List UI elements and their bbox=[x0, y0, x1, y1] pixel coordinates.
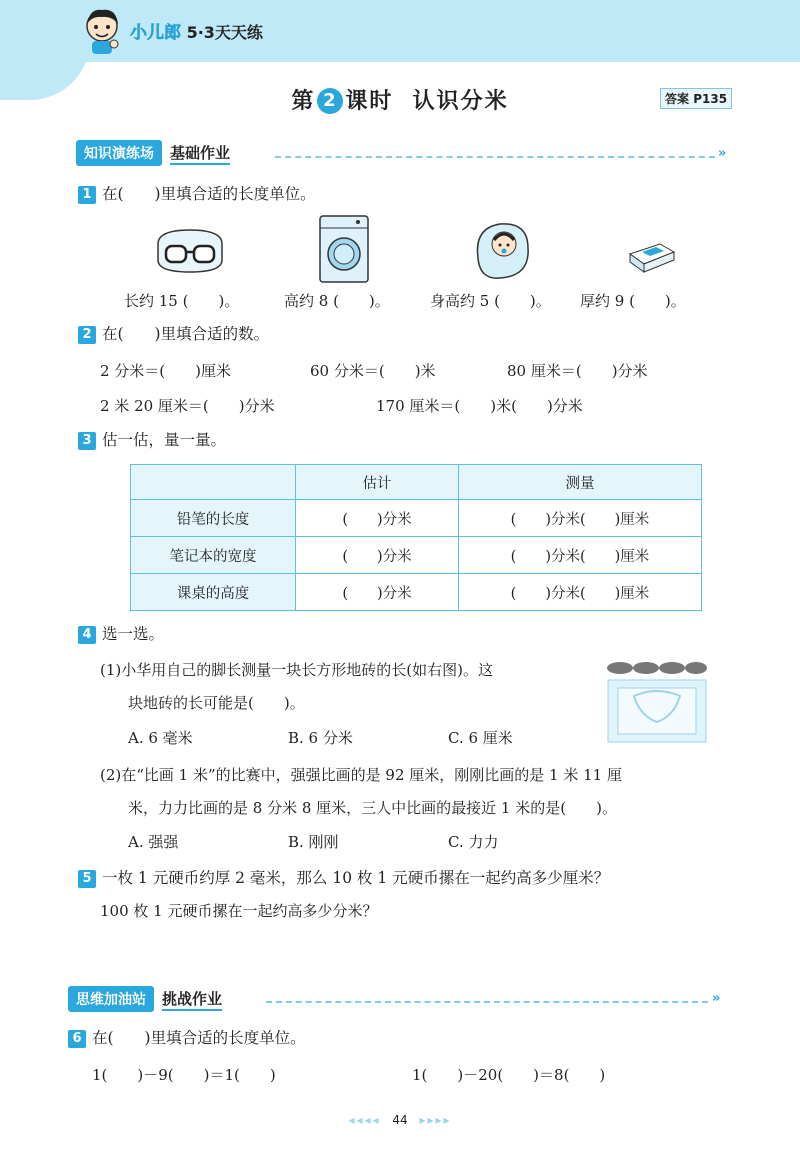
question-number: 5 bbox=[78, 870, 96, 888]
table-header-cell bbox=[131, 465, 296, 500]
table-cell: 课桌的高度 bbox=[131, 574, 296, 611]
page-number bbox=[0, 1113, 800, 1127]
glasses-case-icon bbox=[152, 222, 228, 278]
title-suffix: 课时 认识分米 bbox=[345, 89, 509, 114]
q4-part2-line2: 米，力力比画的是 8 分米 8 厘米，三人中比画的最接近 1 米的是( )。 bbox=[128, 799, 617, 817]
answer-page: P135 bbox=[693, 92, 728, 106]
page-number-value: 44 bbox=[392, 1113, 408, 1127]
question-4 bbox=[78, 622, 164, 644]
q2-item: 2 米 20 厘米＝( )分米 bbox=[100, 397, 275, 415]
question-prompt: 选一选。 bbox=[102, 625, 165, 643]
question-line: 100 枚 1 元硬币摞在一起约高多少分米？ bbox=[100, 902, 378, 920]
question-prompt: 估一估，量一量。 bbox=[102, 431, 227, 449]
question-number: 3 bbox=[78, 432, 96, 450]
table-row bbox=[131, 537, 702, 574]
eraser-icon bbox=[626, 238, 678, 274]
question-prompt: 在( )里填合适的长度单位。 bbox=[102, 185, 316, 203]
q1-item: 高约 8 ( )。 bbox=[284, 292, 390, 310]
table-cell: ( )分米 bbox=[296, 537, 459, 574]
option: A. 强强 bbox=[128, 833, 179, 851]
q2-item: 2 分米＝( )厘米 bbox=[100, 362, 232, 380]
answer-label: 答案 bbox=[665, 92, 690, 106]
lesson-number: 2 bbox=[317, 88, 343, 114]
brand bbox=[130, 18, 263, 43]
table-cell: ( )分米 bbox=[296, 500, 459, 537]
question-3 bbox=[78, 428, 226, 450]
question-prompt: 在( )里填合适的长度单位。 bbox=[92, 1029, 306, 1047]
question-prompt: 在( )里填合适的数。 bbox=[102, 325, 270, 343]
table-row bbox=[131, 500, 702, 537]
q4-part1-line1: (1)小华用自己的脚长测量一块长方形地砖的长(如右图)。这 bbox=[100, 661, 493, 679]
question-number: 1 bbox=[78, 186, 96, 204]
q2-item: 80 厘米＝( )分米 bbox=[507, 362, 648, 380]
table-row bbox=[131, 574, 702, 611]
option: B. 6 分米 bbox=[288, 729, 353, 747]
right-arrows-icon: ▸▸▸▸ bbox=[419, 1113, 452, 1127]
q1-item: 身高约 5 ( )。 bbox=[430, 292, 551, 310]
brand-series: 5·3天天练 bbox=[186, 23, 263, 42]
section-header-basic bbox=[76, 140, 230, 166]
table-header-cell: 测量 bbox=[459, 465, 702, 500]
section-header-challenge bbox=[68, 986, 222, 1012]
question-number: 6 bbox=[68, 1030, 86, 1048]
q6-item: 1( )－20( )＝8( ) bbox=[412, 1066, 606, 1084]
section-subtitle: 挑战作业 bbox=[162, 988, 222, 1011]
option: C. 力力 bbox=[448, 833, 499, 851]
table-cell: ( )分米( )厘米 bbox=[459, 537, 702, 574]
table-cell: ( )分米( )厘米 bbox=[459, 574, 702, 611]
baby-icon bbox=[470, 218, 536, 284]
washing-machine-icon bbox=[316, 214, 372, 284]
option: C. 6 厘米 bbox=[448, 729, 513, 747]
question-6 bbox=[68, 1026, 306, 1048]
q2-item: 170 厘米＝( )米( )分米 bbox=[376, 397, 583, 415]
question-2 bbox=[78, 322, 269, 344]
q1-item: 长约 15 ( )。 bbox=[124, 292, 240, 310]
double-chevron-icon: » bbox=[712, 991, 721, 1006]
option: B. 刚刚 bbox=[288, 833, 339, 851]
table-header-row bbox=[131, 465, 702, 500]
brand-name: 小儿郎 bbox=[130, 23, 181, 43]
title-prefix: 第 bbox=[291, 89, 316, 114]
q1-item: 厚约 9 ( )。 bbox=[580, 292, 686, 310]
section-tag: 思维加油站 bbox=[68, 986, 154, 1012]
option: A. 6 毫米 bbox=[128, 729, 193, 747]
divider bbox=[275, 156, 715, 158]
divider bbox=[266, 1001, 708, 1003]
question-1 bbox=[78, 182, 316, 204]
table-cell: 笔记本的宽度 bbox=[131, 537, 296, 574]
measure-table bbox=[130, 464, 702, 611]
table-header-cell: 估计 bbox=[296, 465, 459, 500]
double-chevron-icon: » bbox=[718, 146, 727, 161]
question-number: 4 bbox=[78, 626, 96, 644]
table-cell: ( )分米( )厘米 bbox=[459, 500, 702, 537]
section-tag: 知识演练场 bbox=[76, 140, 162, 166]
section-subtitle: 基础作业 bbox=[170, 142, 230, 165]
answer-ref bbox=[660, 88, 732, 109]
floor-tile-footprints-icon bbox=[604, 656, 710, 746]
q4-part1-line2: 块地砖的长可能是( )。 bbox=[128, 694, 305, 712]
q4-part2-line1: (2)在“比画 1 米”的比赛中，强强比画的是 92 厘米，刚刚比画的是 1 米 11 厘 bbox=[100, 766, 622, 784]
table-cell: ( )分米 bbox=[296, 574, 459, 611]
q6-item: 1( )－9( )＝1( ) bbox=[92, 1066, 276, 1084]
q2-item: 60 分米＝( )米 bbox=[310, 362, 436, 380]
question-5 bbox=[78, 866, 609, 888]
left-arrows-icon: ◂◂◂◂ bbox=[348, 1113, 381, 1127]
mascot-icon bbox=[78, 6, 126, 56]
table-cell: 铅笔的长度 bbox=[131, 500, 296, 537]
question-line: 一枚 1 元硬币约厚 2 毫米，那么 10 枚 1 元硬币摞在一起约高多少厘米？ bbox=[102, 869, 610, 887]
question-number: 2 bbox=[78, 326, 96, 344]
